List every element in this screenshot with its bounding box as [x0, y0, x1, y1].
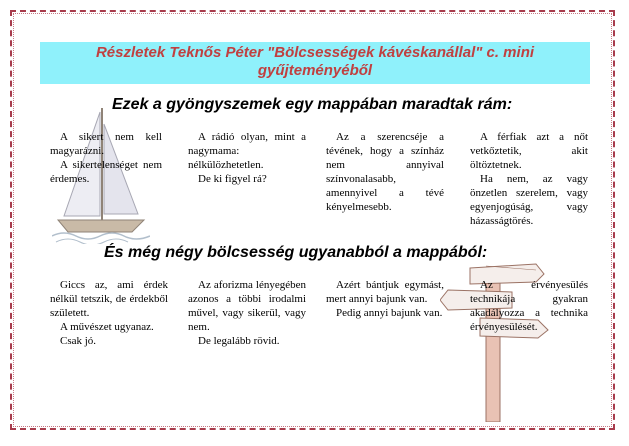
section2-column-4 [470, 278, 588, 334]
aphorism-line: Az aforizma lényegében azonos a többi irodalmi művel, vagy sikerül, vagy nem. [188, 279, 306, 333]
section2-column-1 [50, 278, 168, 348]
section1-column-1 [50, 130, 162, 186]
aphorism-line: A művészet ugyanaz. [60, 321, 154, 333]
aphorism-line: A férfiak azt a nőt vetkőztetik, akit öltöztetnek. [470, 131, 588, 171]
aphorism-line: De ki figyel rá? [198, 173, 267, 185]
section1-heading: Ezek a gyöngyszemek egy mappában maradtak rám: [112, 96, 513, 113]
section2-column-3 [326, 278, 444, 320]
section1-column-2 [188, 130, 306, 186]
aphorism-line: Az érvényesülés technikája gyakran akadályozza a technika érvényesülését. [470, 279, 588, 333]
aphorism-line: Az a szerencséje a tévének, hogy a színház nem annyival színvonalasabb, amennyivel a tévé kényelmesebb. [326, 131, 444, 213]
section2-heading: És még négy bölcsesség ugyanabból a mappából: [104, 244, 488, 261]
aphorism-line: A sikert nem kell magyarázni. [50, 131, 162, 157]
aphorism-line: Csak jó. [60, 335, 97, 347]
aphorism-line: Pedig annyi bajunk van. [336, 307, 443, 319]
aphorism-line: Ha nem, az vagy önzetlen szerelem, vagy egyenjogúság, vagy házasságtörés. [470, 173, 588, 227]
aphorism-line: A rádió olyan, mint a nagymama: nélkülözhetetlen. [188, 131, 306, 171]
title-banner [40, 42, 590, 84]
aphorism-line: Giccs az, ami érdek nélkül tetszik, de érdekből született. [50, 279, 168, 319]
section1-column-4 [470, 130, 588, 228]
aphorism-line: A sikertelenséget nem érdemes. [50, 159, 162, 185]
section1-column-3 [326, 130, 444, 214]
aphorism-line: Azért bántjuk egymást, mert annyi bajunk van. [326, 279, 444, 305]
page-title: Részletek Teknős Péter "Bölcsességek kávéskanállal" c. mini gyűjteményéből [95, 44, 535, 79]
aphorism-line: De legalább rövid. [198, 335, 280, 347]
section2-column-2 [188, 278, 306, 348]
